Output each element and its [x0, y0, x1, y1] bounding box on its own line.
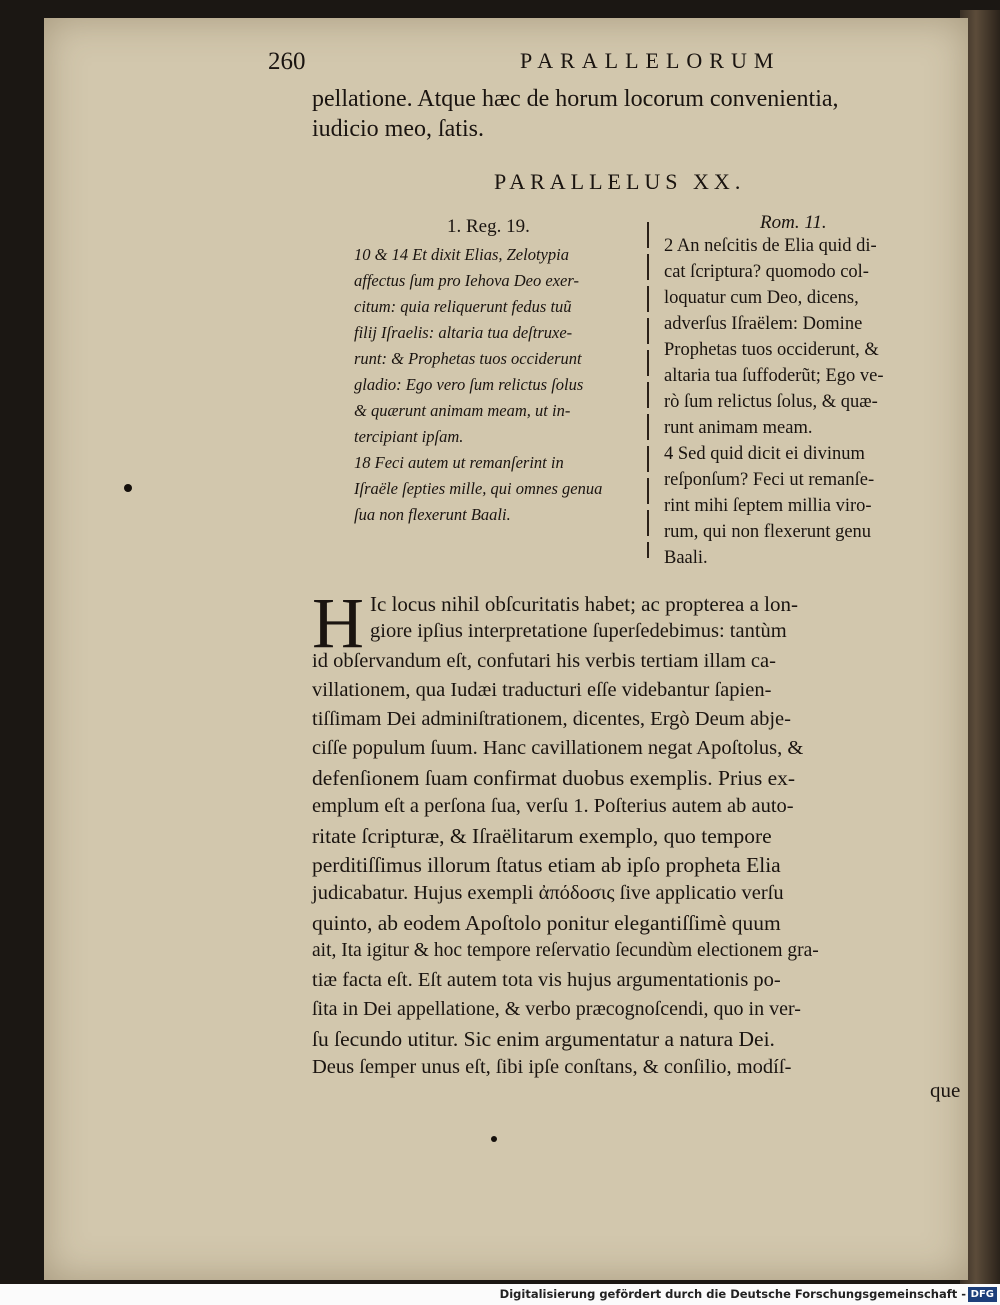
right-column-line: reſponſum? Feci ut remanſe-	[664, 470, 875, 490]
commentary-line: tiæ facta eſt. Eſt autem tota vis hujus argumentationis po-	[312, 969, 781, 991]
intro-line-2: iudicio meo, ſatis.	[312, 116, 484, 142]
footer-bar	[0, 1284, 1000, 1305]
commentary-line: ciſſe populum ſuum. Hanc cavillationem negat Apoſtolus, &	[312, 737, 804, 759]
right-column-line: cat ſcriptura? quomodo col-	[664, 262, 869, 282]
book-page	[44, 18, 968, 1280]
commentary-line: giore ipſius interpretatione ſuperſedebimus: tantùm	[370, 620, 787, 642]
right-column-line: altaria tua ſuffoderũt; Ego ve-	[664, 366, 884, 386]
column-divider	[647, 222, 649, 558]
commentary-line: tiſſimam Dei adminiſtrationem, dicentes, Ergò Deum abje-	[312, 708, 791, 730]
commentary-line: judicabatur. Hujus exempli ἀπόδοσις ſive applicatio verſu	[312, 882, 784, 904]
drop-cap: H	[312, 583, 364, 663]
right-column-line: rum, qui non flexerunt genu	[664, 522, 872, 542]
right-column-line: adverſus Iſraëlem: Domine	[664, 314, 863, 334]
left-column-line: & quærunt animam meam, ut in-	[354, 401, 571, 420]
right-column-reference: Rom. 11.	[760, 212, 827, 233]
commentary-line: ait, Ita igitur & hoc tempore reſervatio ſecundùm electionem gra-	[312, 940, 819, 961]
left-column-line: gladio: Ego vero ſum relictus ſolus	[354, 375, 584, 394]
left-column-line: Iſraële ſepties mille, qui omnes genua	[354, 479, 603, 498]
left-column-line: tercipiant ipſam.	[354, 427, 464, 446]
right-column-line: 4 Sed quid dicit ei divinum	[664, 444, 865, 464]
right-column-line: rò ſum relictus ſolus, & quæ-	[664, 392, 878, 412]
section-title: PARALLELUS XX.	[494, 169, 746, 194]
commentary-line: quinto, ab eodem Apoſtolo ponitur elegantiſſimè quum	[312, 911, 781, 935]
intro-line-1: pellatione. Atque hæc de horum locorum convenientia,	[312, 86, 839, 112]
page-header	[268, 48, 958, 78]
left-column-line: 10 & 14 Et dixit Elias, Zelotypia	[354, 245, 569, 264]
commentary-line: ritate ſcripturæ, & Iſraëlitarum exemplo, quo tempore	[312, 824, 772, 848]
commentary-line: id obſervandum eſt, confutari his verbis tertiam illam ca-	[312, 650, 776, 672]
left-column-line: citum: quia reliquerunt fedus tuũ	[354, 297, 572, 316]
commentary-line: villationem, qua Iudæi traducturi eſſe videbantur ſapien-	[312, 679, 772, 701]
right-column-line: Baali.	[664, 548, 708, 568]
footer-text: Digitalisierung gefördert durch die Deutsche Forschungsgemeinschaft -	[499, 1287, 966, 1301]
dfg-logo: DFG	[968, 1287, 997, 1302]
left-column-line: filij Iſraelis: altaria tua deſtruxe-	[354, 323, 573, 342]
commentary-line: emplum eſt a perſona ſua, verſu 1. Poſterius autem ab auto-	[312, 795, 794, 817]
catchword: que	[930, 1078, 961, 1102]
right-column-line: rint mihi ſeptem millia viro-	[664, 496, 872, 516]
right-column-line: loquatur cum Deo, dicens,	[664, 288, 859, 308]
right-column-line: runt animam meam.	[664, 418, 813, 438]
margin-dot	[491, 1136, 497, 1142]
commentary-line: ſu ſecundo utitur. Sic enim argumentatur a natura Dei.	[312, 1027, 775, 1051]
commentary-line: ſita in Dei appellatione, & verbo præcognoſcendi, quo in ver-	[312, 998, 801, 1020]
running-head: PARALLELORUM	[520, 48, 781, 73]
margin-dot	[124, 484, 132, 492]
commentary-line: Ic locus nihil obſcuritatis habet; ac propterea a lon-	[370, 592, 799, 616]
left-column-line: affectus ſum pro Iehova Deo exer-	[354, 271, 579, 290]
left-column-line: ſua non flexerunt Baali.	[354, 505, 511, 524]
commentary-line: defenſionem ſuam confirmat duobus exemplis. Prius ex-	[312, 766, 796, 790]
left-column-reference: 1. Reg. 19.	[447, 216, 530, 237]
page-number: 260	[268, 48, 306, 75]
right-column-line: 2 An neſcitis de Elia quid di-	[664, 236, 877, 256]
left-column-line: runt: & Prophetas tuos occiderunt	[354, 349, 582, 368]
commentary-line: perditiſſimus illorum ſtatus etiam ab ipſo propheta Elia	[312, 853, 781, 877]
commentary-line: Deus ſemper unus eſt, ſibi ipſe conſtans, & conſilio, modíſ-	[312, 1056, 792, 1078]
right-column-line: Prophetas tuos occiderunt, &	[664, 340, 879, 360]
left-column-line: 18 Feci autem ut remanſerint in	[354, 453, 564, 472]
